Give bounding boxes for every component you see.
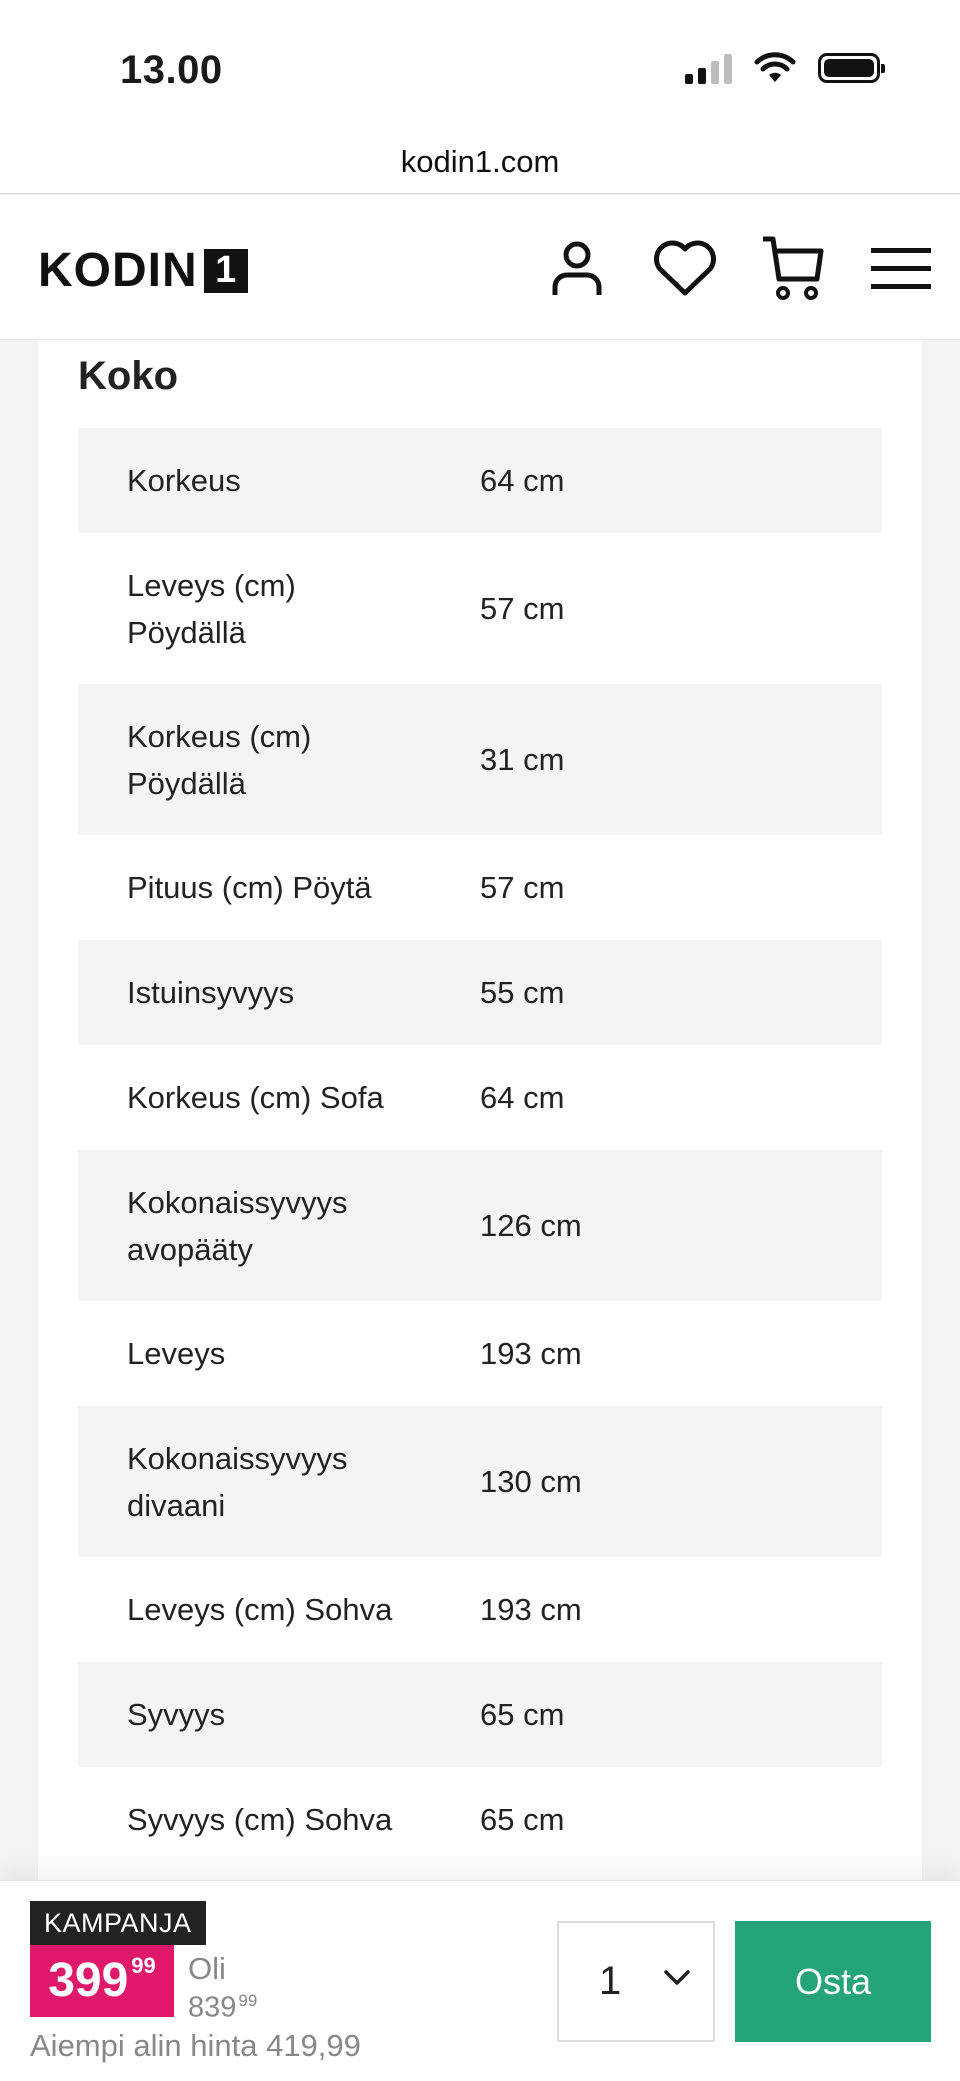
campaign-badge: KAMPANJA [30,1901,206,1945]
table-row [78,1406,882,1557]
spec-value: 31 cm [480,742,565,777]
spec-value: 193 cm [480,1592,582,1627]
spec-label: Leveys (cm) Sohva [127,1592,393,1627]
spec-value: 57 cm [480,591,565,626]
quantity-value: 1 [599,1959,622,2003]
logo-text: KODIN [38,244,198,297]
menu-button[interactable] [866,233,936,303]
heart-icon [652,239,718,297]
spec-value: 64 cm [480,463,565,498]
header-actions [542,233,936,303]
table-row [78,533,882,684]
spec-value: 65 cm [480,1697,565,1732]
status-time: 13.00 [120,48,223,92]
spec-value: 130 cm [480,1464,582,1499]
site-header [0,195,960,340]
spec-label: Kokonaissyvyys divaani [127,1440,348,1523]
url-text: kodin1.com [400,143,560,179]
spec-label: Leveys (cm) Pöydällä [127,567,296,650]
logo-number: 1 [204,249,248,293]
table-row [78,684,882,835]
account-button[interactable] [542,233,612,303]
sale-price-main: 399 [48,1954,129,2007]
table-row [78,940,882,1045]
old-price-main: 839 [188,1991,237,2024]
cellular-signal-icon [685,52,732,84]
spec-value: 55 cm [480,975,565,1010]
table-row [78,1557,882,1662]
spec-value: 57 cm [480,870,565,905]
browser-url-bar[interactable] [0,130,960,194]
status-icons [685,52,880,84]
spec-label: Syvyys [127,1697,226,1732]
cart-button[interactable] [758,233,828,303]
spec-label: Korkeus (cm) Pöydällä [127,718,312,801]
table-row [78,1767,882,1872]
status-bar [0,0,960,130]
cart-icon [761,235,825,301]
product-specs-card [38,340,922,1880]
table-row [78,1301,882,1406]
sale-price-cents: 99 [131,1953,156,1978]
spec-label: Istuinsyvyys [127,975,295,1010]
table-row [78,1662,882,1767]
battery-icon [818,53,880,83]
spec-label: Leveys [127,1336,226,1371]
section-title: Koko [78,354,178,398]
spec-table [78,428,882,1872]
table-row [78,1150,882,1301]
spec-label: Korkeus (cm) Sofa [127,1080,384,1115]
table-row [78,1045,882,1150]
old-price-label: Oli [188,1951,226,1986]
spec-value: 126 cm [480,1208,582,1243]
purchase-bar [0,1880,960,2081]
spec-label: Kokonaissyvyys avopääty [127,1184,348,1267]
table-row [78,428,882,533]
wifi-icon [754,52,796,84]
spec-label: Syvyys (cm) Sohva [127,1802,393,1837]
chevron-down-icon [663,1969,691,1987]
spec-value: 64 cm [480,1080,565,1115]
wishlist-button[interactable] [650,233,720,303]
user-icon [551,239,603,297]
buy-button[interactable]: Osta [735,1921,931,2042]
kodin1-logo[interactable] [38,243,248,298]
menu-icon [871,246,931,290]
spec-value: 193 cm [480,1336,582,1371]
spec-label: Pituus (cm) Pöytä [127,870,372,905]
spec-label: Korkeus [127,463,241,498]
spec-value: 65 cm [480,1802,565,1837]
table-row [78,835,882,940]
old-price [188,1991,257,2025]
quantity-select[interactable] [557,1921,715,2042]
sale-price [30,1945,174,2017]
lowest-price-note: Aiempi alin hinta 419,99 [30,2028,361,2063]
old-price-cents: 99 [238,1991,258,2010]
